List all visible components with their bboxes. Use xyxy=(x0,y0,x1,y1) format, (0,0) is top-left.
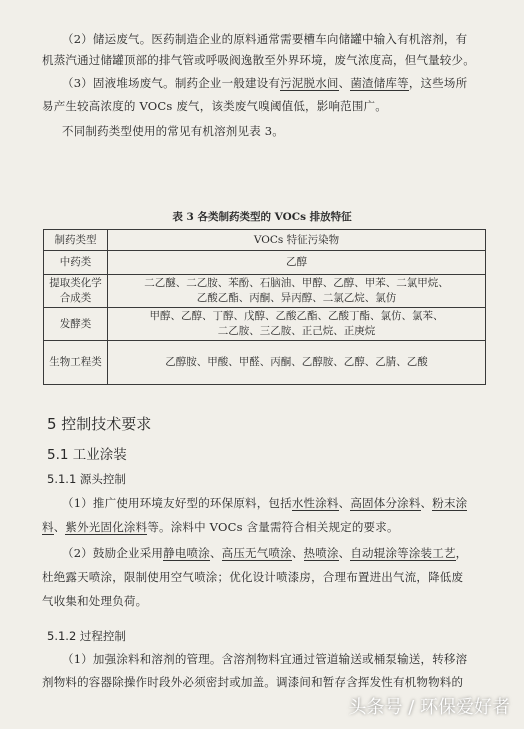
text-segment: 、 xyxy=(420,496,433,510)
underlined-term: 菌渣储库等 xyxy=(350,76,409,90)
pollutant-cell xyxy=(108,275,486,308)
underlined-term: 静电喷涂 xyxy=(163,546,210,560)
text-segment: 、 xyxy=(338,496,351,510)
paragraph-line: （2）储运废气。医药制造企业的原料通常需要槽车向储罐中输入有机溶剂，有 xyxy=(62,32,468,46)
underlined-term: 粉末涂 xyxy=(432,496,468,510)
subsection-heading: 5.1 工业涂装 xyxy=(47,447,127,463)
underlined-term: 自动辊涂等涂装工艺 xyxy=(350,546,456,560)
pharma-type-cell: 中药类 xyxy=(44,251,108,275)
table-row xyxy=(44,251,486,275)
table-caption: 表 3 各类制药类型的 VOCs 排放特征 xyxy=(172,211,352,223)
paragraph-line: 易产生较高浓度的 VOCs 废气，该类废气嗅阈值低，影响范围广。 xyxy=(42,99,387,113)
paragraph-line: （1）加强涂料和溶剂的管理。含溶剂物料宜通过管道输送或桶泵输送，转移溶 xyxy=(62,652,468,666)
paragraph-line xyxy=(62,546,467,560)
pollutant-line: 乙酸乙酯、丙酮、异丙醇、二氯乙烷、氯仿 xyxy=(196,292,397,304)
pollutant-line: 甲醇、乙醇、丁醇、戊醇、乙酸乙酯、乙酸丁酯、氯仿、氯苯、 xyxy=(149,310,444,322)
pharma-type-cell: 发酵类 xyxy=(44,308,108,341)
paragraph-line: 杜绝露天喷涂，限制使用空气喷涂；优化设计喷漆房，合理布置进出气流，降低废 xyxy=(42,570,464,584)
pollutant-cell: 乙醇胺、甲酸、甲醛、丙酮、乙醇胺、乙醇、乙腈、乙酸 xyxy=(108,341,486,385)
text-segment: 、 xyxy=(291,546,304,560)
text-segment: （2）鼓励企业采用 xyxy=(62,546,164,560)
text-segment: （3）固液堆场废气。制药企业一般建设有 xyxy=(62,76,281,90)
text-segment: （1）推广使用环境友好型的环保原料，包括 xyxy=(62,496,292,510)
text-segment: ， xyxy=(455,546,468,560)
pollutant-line: 二乙醚、二乙胺、苯酚、石脑油、甲醇、乙醇、甲苯、二氯甲烷、 xyxy=(144,277,449,289)
text-segment: 等。涂料中 VOCs 含量需符合相关规定的要求。 xyxy=(147,520,399,534)
text-segment: 、 xyxy=(209,546,222,560)
pollutant-cell: 乙醇 xyxy=(108,251,486,275)
paragraph-line xyxy=(62,496,467,510)
table-row xyxy=(44,341,486,385)
section-heading: 5 控制技术要求 xyxy=(47,415,152,433)
underlined-term: 高固体分涂料 xyxy=(350,496,421,510)
underlined-term: 热喷涂 xyxy=(303,546,339,560)
subsubsection-heading: 5.1.2 过程控制 xyxy=(47,629,126,643)
voc-table xyxy=(43,229,486,385)
pollutant-cell xyxy=(108,308,486,341)
paragraph-line: 剂物料的容器除操作时段外必须密封或加盖。调漆间和暂存含挥发性有机物物料的 xyxy=(42,675,464,689)
pollutant-line: 二乙胺、三乙胺、正己烷、正庚烷 xyxy=(217,325,376,337)
table-row xyxy=(44,275,486,308)
text-segment: 、 xyxy=(53,520,66,534)
watermark: 头条号 / 环保爱好者 xyxy=(348,697,510,718)
paragraph-line: 机蒸汽通过储罐顶部的排气管或呼吸阀逸散至外界环境，废气浓度高，但气量较少。 xyxy=(42,53,475,67)
text-segment: 、 xyxy=(338,76,351,90)
pharma-type-cell: 生物工程类 xyxy=(44,341,108,385)
paragraph-line: 气收集和处理负荷。 xyxy=(42,594,148,608)
underlined-term: 水性涂料 xyxy=(291,496,339,510)
table-row xyxy=(44,308,486,341)
paragraph-line: 不同制药类型使用的常见有机溶剂见表 3。 xyxy=(62,124,284,138)
header-cell: VOCs 特征污染物 xyxy=(108,230,486,251)
underlined-term: 污泥脱水间 xyxy=(280,76,339,90)
pharma-type-cell: 提取类化学合成类 xyxy=(44,275,108,308)
header-cell: 制药类型 xyxy=(44,230,108,251)
subsubsection-heading: 5.1.1 源头控制 xyxy=(47,472,126,486)
text-segment: 、 xyxy=(338,546,351,560)
paragraph-line xyxy=(42,520,399,534)
paragraph-line xyxy=(62,76,467,90)
underlined-term: 紫外光固化涂料 xyxy=(65,520,148,534)
underlined-term: 高压无气喷涂 xyxy=(221,546,292,560)
underlined-term: 料 xyxy=(42,520,54,534)
table-header-row xyxy=(44,230,486,251)
text-segment: ，这些场所 xyxy=(408,76,468,90)
